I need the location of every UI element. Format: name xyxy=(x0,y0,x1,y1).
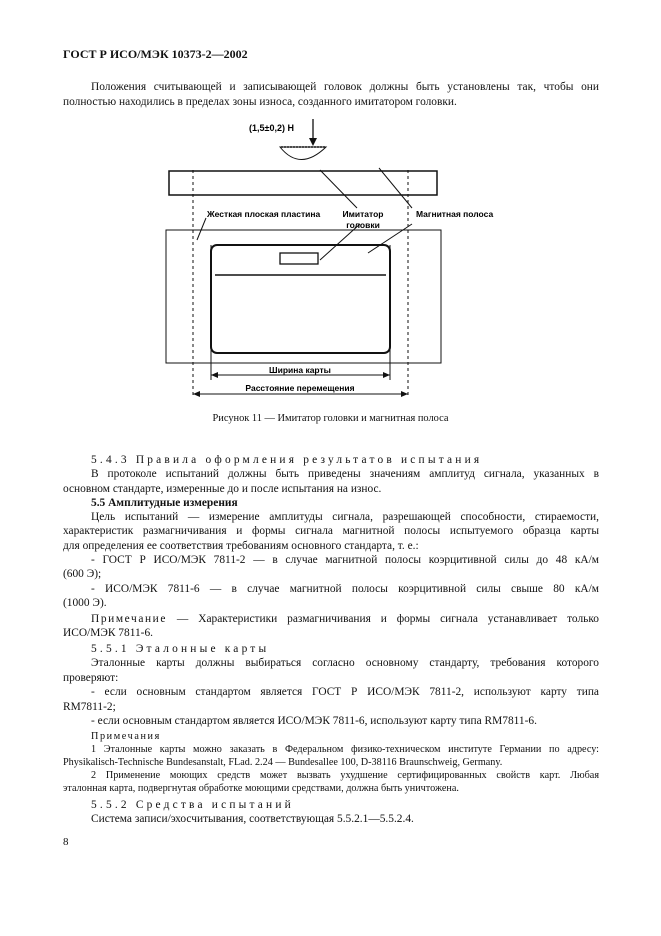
note-text: — Характеристики размагничивания и формы сигнала устанавливает только xyxy=(167,613,599,625)
svg-text:Расстояние перемещения: Расстояние перемещения xyxy=(245,383,355,393)
s55-item-2-cont: (1000 Э). xyxy=(63,597,107,609)
svg-text:Магнитная полоса: Магнитная полоса xyxy=(416,209,494,219)
page-header: ГОСТ Р ИСО/МЭК 10373-2—2002 xyxy=(63,47,248,61)
rigid-plate xyxy=(169,171,437,195)
head-label xyxy=(343,209,384,230)
page-number: 8 xyxy=(63,836,69,848)
intro-line-2: полностью находились в пределах зоны износа, созданного имитатором головки. xyxy=(63,96,457,108)
s551-line-2: проверяют: xyxy=(63,672,119,684)
s551-notes-label: Примечания xyxy=(91,731,161,742)
s551-line-1: Эталонные карты должны выбираться согласно основному стандарту, требования которого xyxy=(91,657,599,669)
s543-line-1: В протоколе испытаний должны быть приведены значениям амплитуд сигнала, указанных в xyxy=(91,468,599,480)
s551-item-2: - если основным стандартом является ИСО/МЭК 7811-6, используют карту типа RM7811-6. xyxy=(91,715,537,727)
s55-line-3: для определения ее соответствия требованиям основного стандарта, т. е.: xyxy=(63,540,419,552)
s551-item-1-cont: RM7811-2; xyxy=(63,701,116,713)
s55-line-2: характеристик размагничивания и формы сигнала магнитной полосы испытуемого образца карты xyxy=(63,525,599,537)
s551-note-2-cont: эталонная карта, подвергнутая обработке моющими средствами, должна быть уничтожена. xyxy=(63,783,459,794)
s55-item-1: - ГОСТ Р ИСО/МЭК 7811-2 — в случае магнитной полосы коэрцитивной силы до 48 кА/м xyxy=(91,554,599,566)
s55-note-cont: ИСО/МЭК 7811-6. xyxy=(63,627,154,639)
force-label xyxy=(249,123,294,133)
head-footprint xyxy=(280,253,318,264)
s55-item-2: - ИСО/МЭК 7811-6 — в случае магнитной полосы коэрцитивной силы свыше 80 кА/м xyxy=(91,583,599,595)
figure-caption: Рисунок 11 — Имитатор головки и магнитная полоса xyxy=(212,413,449,424)
intro-line-1: Положения считывающей и записывающей головок должны быть установлены так, чтобы они xyxy=(91,81,599,93)
s551-note-1-cont: Physikalisch-Technische Bundesanstalt, FLad. 2.24 — Bundesallee 100, D-38116 Braunschweig, Germany. xyxy=(63,757,503,768)
card-width-label xyxy=(269,365,331,375)
svg-text:Жесткая плоская пластина: Жесткая плоская пластина xyxy=(207,209,321,219)
heading-5-5-1: 5.5.1 Эталонные карты xyxy=(91,643,270,655)
s543-line-2: основном стандарте, измеренные до и после испытания на износ. xyxy=(63,483,382,495)
heading-5-5-2: 5.5.2 Средства испытаний xyxy=(91,799,294,811)
plate-label xyxy=(206,209,321,219)
stripe-label xyxy=(416,209,493,219)
s551-note-1: 1 Эталонные карты можно заказать в Федеральном физико-техническом институте Германии по адресу: xyxy=(91,744,599,755)
heading-5-4-3: 5.4.3 Правила оформления результатов испытания xyxy=(91,454,483,466)
note-label: Примечание xyxy=(91,613,168,625)
s551-item-1: - если основным стандартом является ГОСТ Р ИСО/МЭК 7811-2, используют карту типа xyxy=(91,686,599,698)
s551-note-2: 2 Применение моющих средств может вызвать ухудшение сертифицированных свойств карт. Любая xyxy=(91,770,599,781)
s55-item-1-cont: (600 Э); xyxy=(63,568,102,580)
svg-text:(1,5±0,2) Н: (1,5±0,2) Н xyxy=(249,123,294,133)
svg-text:Ширина карты: Ширина карты xyxy=(269,365,331,375)
travel-label xyxy=(245,383,354,393)
heading-5-5: 5.5 Амплитудные измерения xyxy=(91,497,238,509)
svg-text:головки: головки xyxy=(346,220,380,230)
svg-text:Имитатор: Имитатор xyxy=(342,209,384,219)
s55-note xyxy=(91,612,599,627)
s55-line-1: Цель испытаний — измерение амплитуды сигнала, разрешающей способности, стираемости, xyxy=(91,511,599,523)
head-simulator-dome xyxy=(280,147,326,160)
figure-head-simulator xyxy=(150,110,510,400)
s552-line-1: Система записи/эхосчитывания, соответствующая 5.5.2.1—5.5.2.4. xyxy=(91,813,414,825)
force-arrowhead xyxy=(309,138,317,146)
